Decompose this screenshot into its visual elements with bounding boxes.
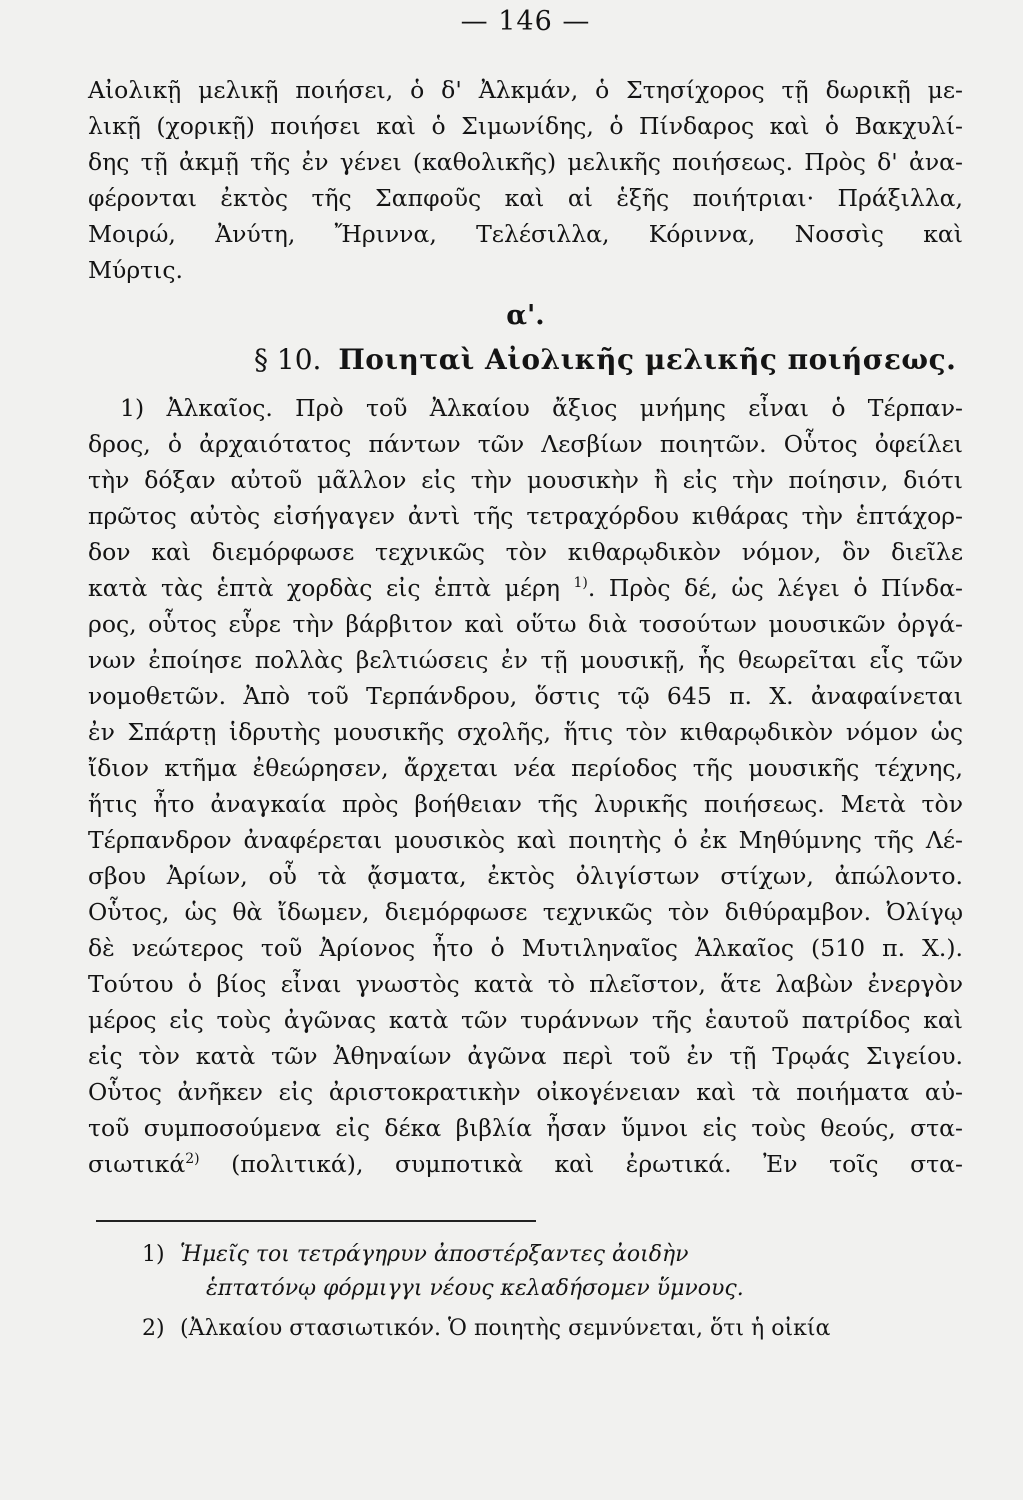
text-line: λικῇ (χορικῇ) ποιήσει καὶ ὁ Σιμωνίδης, ὁ Πίνδαρος καὶ ὁ Βακχυλί-	[88, 112, 963, 140]
text-line: ρος, οὗτος εὗρε τὴν βάρβιτον καὶ οὕτω διὰ τοσούτων μουσικῶν ὀργά-	[88, 610, 963, 638]
text-segment: Πρὸς δέ, ὡς λέγει ὁ Πίνδα-	[608, 574, 963, 602]
text-line: δης τῇ ἀκμῇ τῆς ἐν γένει (καθολικῆς) μελικῆς ποιήσεως. Πρὸς δ' ἀνα-	[88, 148, 963, 176]
text-line: δὲ νεώτερος τοῦ Ἀρίονος ἦτο ὁ Μυτιληναῖος Ἀλκαῖος (510 π. Χ.).	[88, 934, 963, 962]
text-line: σβου Ἀρίων, οὗ τὰ ᾄσματα, ἐκτὸς ὀλιγίστων στίχων, ἀπώλοντο.	[88, 862, 963, 890]
text-line: ἴδιον κτῆμα ἐθεώρησεν, ἄρχεται νέα περίοδος τῆς μουσικῆς τέχνης,	[88, 754, 963, 782]
footnote-1	[88, 1238, 963, 1272]
footnote-1-continued: ἑπτατόνῳ φόρμιγγι νέους κελαδήσομεν ὕμνους.	[206, 1276, 744, 1301]
text-line: Οὗτος, ὡς θὰ ἴδωμεν, διεμόρφωσε τεχνικῶς τὸν διθύραμβον. Ὀλίγῳ	[88, 898, 963, 926]
section-marker: α'.	[506, 300, 545, 331]
text-line: Οὗτος ἀνῆκεν εἰς ἀριστοκρατικὴν οἰκογένειαν καὶ τὰ ποιήματα αὐ-	[88, 1078, 963, 1106]
footnote-divider	[96, 1220, 536, 1222]
book-page	[88, 0, 963, 1500]
text-line: κατὰ τὰς ἑπτὰ χορδὰς εἰς ἑπτὰ μέρη $^{1)}$. Πρὸς δέ, ὡς λέγει ὁ Πίνδα-	[88, 574, 963, 602]
footnote-mark: 1)	[142, 1242, 165, 1267]
text-line: 1) Ἀλκαῖος. Πρὸ τοῦ Ἀλκαίου ἄξιος μνήμης εἶναι ὁ Τέρπαν-	[120, 394, 963, 422]
text-line: δον καὶ διεμόρφωσε τεχνικῶς τὸν κιθαρῳδικὸν νόμον, ὃν διεῖλε	[88, 538, 963, 566]
page-number: — 146 —	[460, 6, 591, 37]
footnote-text: (Ἀλκαίου στασιωτικόν. Ὁ ποιητὴς σεμνύνεται, ὅτι ἡ οἰκία	[180, 1316, 831, 1341]
text-line: Τέρπανδρον ἀναφέρεται μουσικὸς καὶ ποιητὴς ὁ ἐκ Μηθύμνης τῆς Λέ-	[88, 826, 963, 854]
text-line: Τούτου ὁ βίος εἶναι γνωστὸς κατὰ τὸ πλεῖστον, ἅτε λαβὼν ἐνεργὸν	[88, 970, 963, 998]
text-segment: σιωτικά	[88, 1150, 186, 1178]
text-line: νων ἐποίησε πολλὰς βελτιώσεις ἐν τῇ μουσικῇ, ἧς θεωρεῖται εἷς τῶν	[88, 646, 963, 674]
text-line: φέρονται ἐκτὸς τῆς Σαπφοῦς καὶ αἱ ἑξῆς ποιήτριαι· Πράξιλλα,	[88, 184, 963, 212]
text-line	[88, 1146, 963, 1182]
text-segment: (πολιτικά), συμποτικὰ καὶ ἐρωτικά. Ἐν τοῖς στα-	[231, 1150, 963, 1178]
text-line: ἐν Σπάρτῃ ἱδρυτὴς μουσικῆς σχολῆς, ἥτις τὸν κιθαρῳδικὸν νόμον ὡς	[88, 718, 963, 746]
text-line: εἰς τὸν κατὰ τῶν Ἀθηναίων ἀγῶνα περὶ τοῦ ἐν τῇ Τρῳάς Σιγείου.	[88, 1042, 963, 1070]
footnote-ref: 2)	[185, 1151, 200, 1168]
text-line: ἥτις ἦτο ἀναγκαία πρὸς βοήθειαν τῆς λυρικῆς ποιήσεως. Μετὰ τὸν	[88, 790, 963, 818]
text-line: μέρος εἰς τοὺς ἀγῶνας κατὰ τῶν τυράννων τῆς ἑαυτοῦ πατρίδος καὶ	[88, 1006, 963, 1034]
text-line: Μοιρώ, Ἀνύτη, Ἤριννα, Τελέσιλλα, Κόριννα, Νοσσὶς καὶ	[88, 220, 963, 248]
section-heading	[254, 342, 956, 378]
text-line: πρῶτος αὐτὸς εἰσήγαγεν ἀντὶ τῆς τετραχόρδου κιθάρας τὴν ἑπτάχορ-	[88, 502, 963, 530]
footnote-ref: 1)	[573, 575, 588, 592]
text-segment: κατὰ τὰς ἑπτὰ χορδὰς εἰς ἑπτὰ μέρη	[88, 574, 560, 602]
footnote-text: Ἡμεῖς τοι τετράγηρυν ἀποστέρξαντες ἀοιδὴν	[180, 1242, 689, 1267]
footnote-2	[88, 1312, 963, 1346]
text-line: νομοθετῶν. Ἀπὸ τοῦ Τερπάνδρου, ὅστις τῷ 645 π. Χ. ἀναφαίνεται	[88, 682, 963, 710]
text-line: τὴν δόξαν αὐτοῦ μᾶλλον εἰς τὴν μουσικὴν ἢ εἰς τὴν ποίησιν, διότι	[88, 466, 963, 494]
footnote-mark: 2)	[142, 1316, 165, 1341]
text-line: τοῦ συμποσούμενα εἰς δέκα βιβλία ἦσαν ὕμνοι εἰς τοὺς θεούς, στα-	[88, 1114, 963, 1142]
text-line: δρος, ὁ ἀρχαιότατος πάντων τῶν Λεσβίων ποιητῶν. Οὗτος ὀφείλει	[88, 430, 963, 458]
section-number: § 10.	[254, 343, 322, 376]
text-line: Μύρτις.	[88, 256, 184, 284]
text-line: Αἰολικῇ μελικῇ ποιήσει, ὁ δ' Ἀλκμάν, ὁ Στησίχορος τῇ δωρικῇ με-	[88, 76, 963, 104]
section-title: Ποιηταὶ Αἰολικῆς μελικῆς ποιήσεως.	[338, 343, 957, 376]
